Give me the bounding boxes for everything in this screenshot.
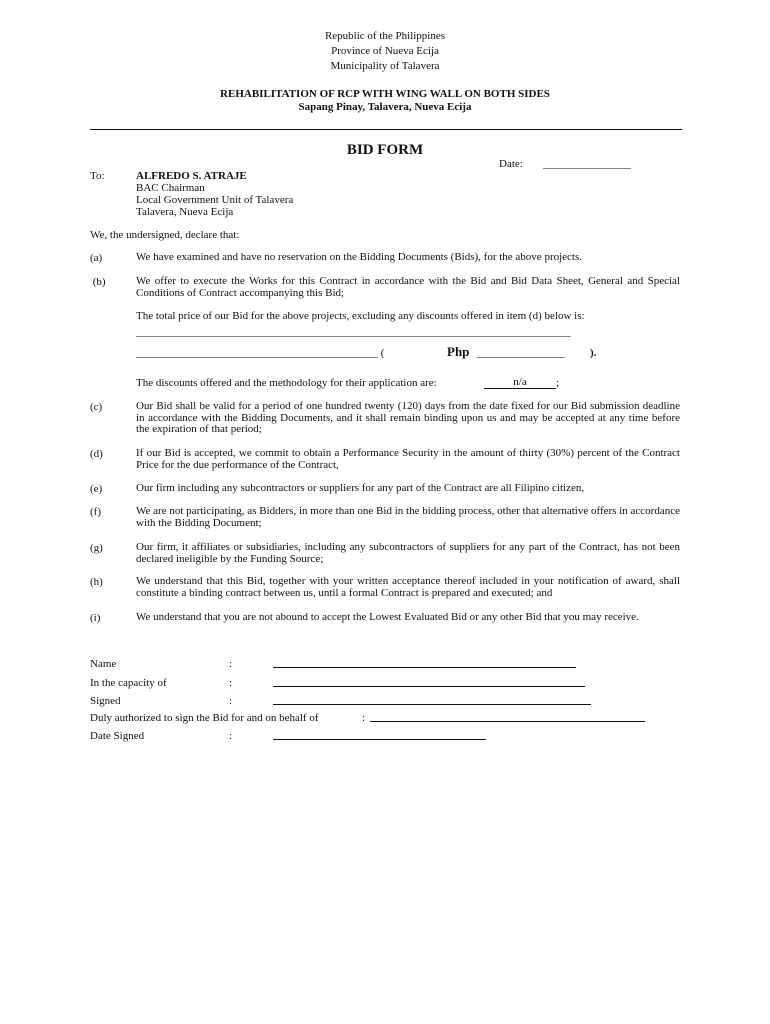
name-label: Name bbox=[90, 658, 117, 670]
authorized-field[interactable] bbox=[370, 721, 645, 722]
item-e-marker: (e) bbox=[90, 483, 103, 495]
addressee-office: Local Government Unit of Talavera bbox=[136, 194, 294, 206]
signed-colon: : bbox=[229, 695, 233, 707]
item-c-marker: (c) bbox=[90, 401, 103, 413]
item-f-marker: (f) bbox=[90, 506, 101, 518]
date-signed-colon: : bbox=[229, 730, 233, 742]
discounts-label: The discounts offered and the methodology for their application are: bbox=[136, 377, 437, 389]
header-municipality: Municipality of Talavera bbox=[330, 60, 440, 72]
item-f-text: We are not participating, as Bidders, in more than one Bid in the bidding process, other that alternative offers in accordance with the Bidding Document; bbox=[136, 505, 680, 529]
date-signed-field[interactable] bbox=[273, 739, 486, 740]
authorized-label: Duly authorized to sign the Bid for and on behalf of bbox=[90, 712, 319, 724]
header-divider bbox=[90, 129, 682, 130]
capacity-label: In the capacity of bbox=[90, 677, 167, 689]
php-label: Php bbox=[447, 344, 470, 359]
signature-field[interactable] bbox=[273, 704, 591, 705]
project-title: REHABILITATION OF RCP WITH WING WALL ON BOTH SIDES bbox=[220, 88, 550, 100]
item-b-text: We offer to execute the Works for this Contract in accordance with the Bid and Bid Data Sheet, General and Special Conditions of Contract accompanying this Bid; bbox=[136, 275, 680, 299]
capacity-field[interactable] bbox=[273, 686, 585, 687]
addressee-position: BAC Chairman bbox=[136, 182, 205, 194]
bid-amount-php-field[interactable]: ________________ bbox=[477, 347, 565, 359]
name-field[interactable] bbox=[273, 667, 576, 668]
discounts-end: ; bbox=[556, 377, 560, 389]
item-a-text: We have examined and have no reservation on the Bidding Documents (Bids), for the above projects. bbox=[136, 251, 583, 263]
addressee-name: ALFREDO S. ATRAJE bbox=[136, 170, 247, 182]
item-g-marker: (g) bbox=[90, 542, 103, 554]
date-signed-label: Date Signed bbox=[90, 730, 145, 742]
header-republic: Republic of the Philippines bbox=[324, 30, 446, 42]
item-g-text: Our firm, it affiliates or subsidiaries, including any subcontractors of suppliers for any part of the Contract, has not been declared ineligible by the Funding Source; bbox=[136, 541, 680, 565]
signed-label: Signed bbox=[90, 695, 121, 707]
authorized-colon: : bbox=[362, 712, 366, 724]
project-location: Sapang Pinay, Talavera, Nueva Ecija bbox=[298, 101, 472, 113]
declaration-intro: We, the undersigned, declare that: bbox=[90, 229, 240, 241]
php-close: ). bbox=[590, 347, 597, 359]
bid-amount-words-line2[interactable]: ____________________________________________ ( bbox=[136, 347, 385, 359]
item-b-price-text: The total price of our Bid for the above projects, excluding any discounts offered in item (d) below is: bbox=[136, 310, 585, 322]
to-label: To: bbox=[90, 170, 105, 182]
name-colon: : bbox=[229, 658, 233, 670]
capacity-colon: : bbox=[229, 677, 233, 689]
item-c-text: Our Bid shall be valid for a period of one hundred twenty (120) days from the date fixed for our Bid submission deadline in accordance with the Bidding Documents, and it shall remain binding upon us and may be accepted at any time before the expiration of that period; bbox=[136, 400, 680, 436]
item-i-text: We understand that you are not abound to accept the Lowest Evaluated Bid or any other Bid that you may receive. bbox=[136, 611, 639, 623]
item-b-marker: (b) bbox=[90, 276, 106, 288]
item-i-marker: (i) bbox=[90, 612, 101, 624]
discounts-value[interactable]: n/a bbox=[484, 377, 556, 389]
bid-amount-words-line1[interactable]: _______________________________________________________________________________ bbox=[136, 326, 571, 338]
item-h-text: We understand that this Bid, together with your written acceptance thereof included in your notification of award, shall constitute a binding contract between us, until a formal Contract is prepared and executed; and bbox=[136, 575, 680, 599]
item-d-marker: (d) bbox=[90, 448, 103, 460]
item-a-marker: (a) bbox=[90, 252, 103, 264]
date-label: Date: bbox=[499, 158, 523, 170]
item-e-text: Our firm including any subcontractors or suppliers for any part of the Contract are all Filipino citizen, bbox=[136, 482, 585, 494]
item-d-text: If our Bid is accepted, we commit to obtain a Performance Security in the amount of thirty (30%) percent of the Contract Price for the due performance of the Contract, bbox=[136, 447, 680, 471]
item-h-marker: (h) bbox=[90, 576, 103, 588]
date-field[interactable]: ________________ bbox=[543, 158, 631, 170]
form-title: BID FORM bbox=[346, 142, 424, 158]
header-province: Province of Nueva Ecija bbox=[331, 45, 439, 57]
addressee-address: Talavera, Nueva Ecija bbox=[136, 206, 234, 218]
